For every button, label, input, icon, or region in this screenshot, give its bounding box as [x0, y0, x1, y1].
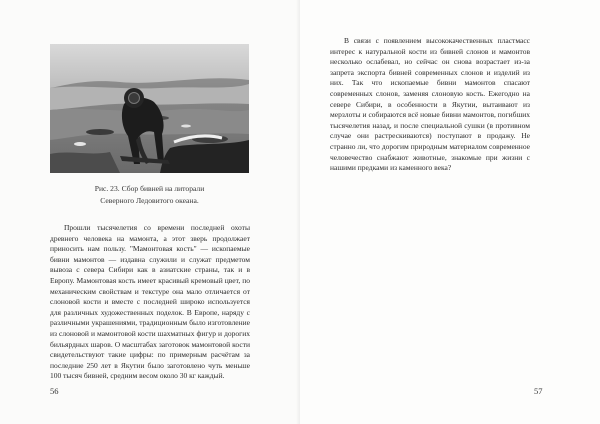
- right-paragraph: В связи с появлением высококачественных пластмасс интерес к натуральной кости из бивней слонов и мамонтов несколько ослабевал, но сейчас он снова возрастает из-за запрета экспорта бивней современных слонов и изделий из них. Так что ископаемые бивни мамонтов спасают современных слонов, заменяя слоновую кость. Ежегодно на севере Сибири, в особенности в Якутии, вытаивают из мерзлоты и собираются всё новые бивни мамонтов, погибших тысячелетия назад, и после специальной сушки (в противном случае они растрескиваются) поступают в продажу. Не странно ли, что дорогим природным материалом современное человечество снабжают животные, знакомые при жизни с нашими предками из каменного века?: [330, 36, 530, 173]
- right-page: [300, 0, 600, 424]
- photo-illustration: [50, 44, 249, 173]
- figure-caption-line2: Северного Ледовитого океана.: [100, 196, 199, 205]
- page-number-left: 56: [50, 386, 59, 396]
- left-body-text: [50, 223, 250, 382]
- page-number-right: 57: [534, 386, 543, 396]
- right-body-text: [330, 36, 530, 174]
- photo-tusk-collection: [50, 44, 249, 173]
- figure-caption: [50, 183, 249, 207]
- figure-caption-line1: Рис. 23. Сбор бивней на литорали: [94, 184, 205, 193]
- left-paragraph: Прошли тысячелетия со времени последней охоты древнего человека на мамонта, а этот зверь продолжает приносить нам пользу. "Мамонтовая кость" — ископаемые бивни мамонтов — издавна служили и служат предметом вывоза с севера Сибири как в азиатские страны, так и в Европу. Мамонтовая кость имеет красивый кремовый цвет, по механическим свойствам и текстуре она мало отличается от слоновой кости и вместе с последней широко используется для различных художественных поделок. В Европе, наряду с различными украшениями, традиционным было изготовление из слоновой и мамонтовой кости шахматных фигур и дорогих бильярдных шаров. О масштабах заготовок мамонтовой кости свидетельствуют такие цифры: по примерным расчётам за последние 250 лет в Якутии было заготовлено чуть меньше 100 тысяч бивней, средним весом около 30 кг каждый.: [50, 223, 250, 381]
